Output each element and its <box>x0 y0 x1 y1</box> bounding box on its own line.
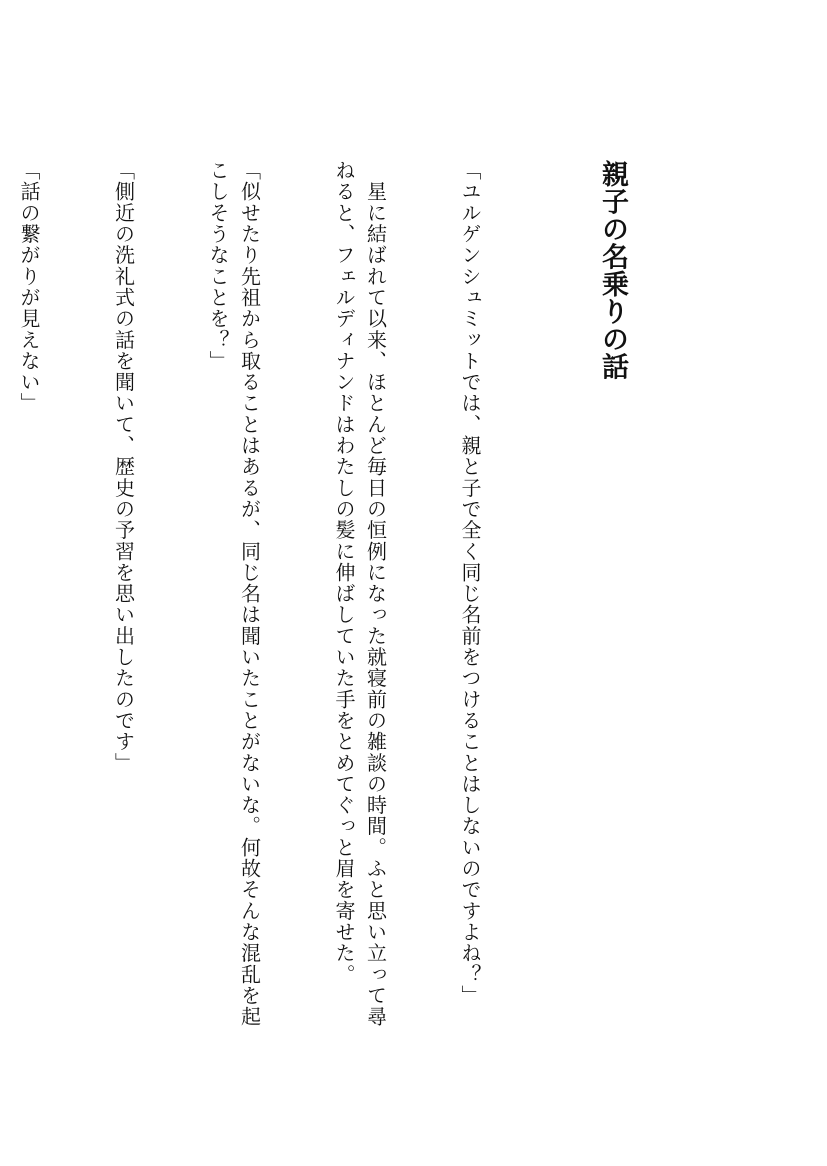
paragraph: 「側近の洗礼式の話を聞いて、歴史の予習を思い出したのです」 <box>111 160 136 774</box>
paragraph: 星に結ばれて以来、ほとんど毎日の恒例になった就寝前の雑談の時間。ふと思い立って尋ねると、フェルディナンドはわたしの髪に伸ばしていた手をとめてぐっと眉を寄せた。 <box>332 160 388 1028</box>
paragraph: 「話の繋がりが見えない」 <box>17 160 41 414</box>
chapter-title: 親子の名乗りの話 <box>597 160 628 380</box>
paragraph: 「ユルゲンシュミットでは、親と子で全く同じ名前をつけることはしないのですよね？」 <box>458 160 482 1006</box>
body-text <box>17 160 548 1040</box>
paragraph: 「似せたり先祖から取ることはあるが、同じ名は聞いたことがないな。何故そんな混乱を起こしそうなことを？」 <box>206 160 262 1028</box>
